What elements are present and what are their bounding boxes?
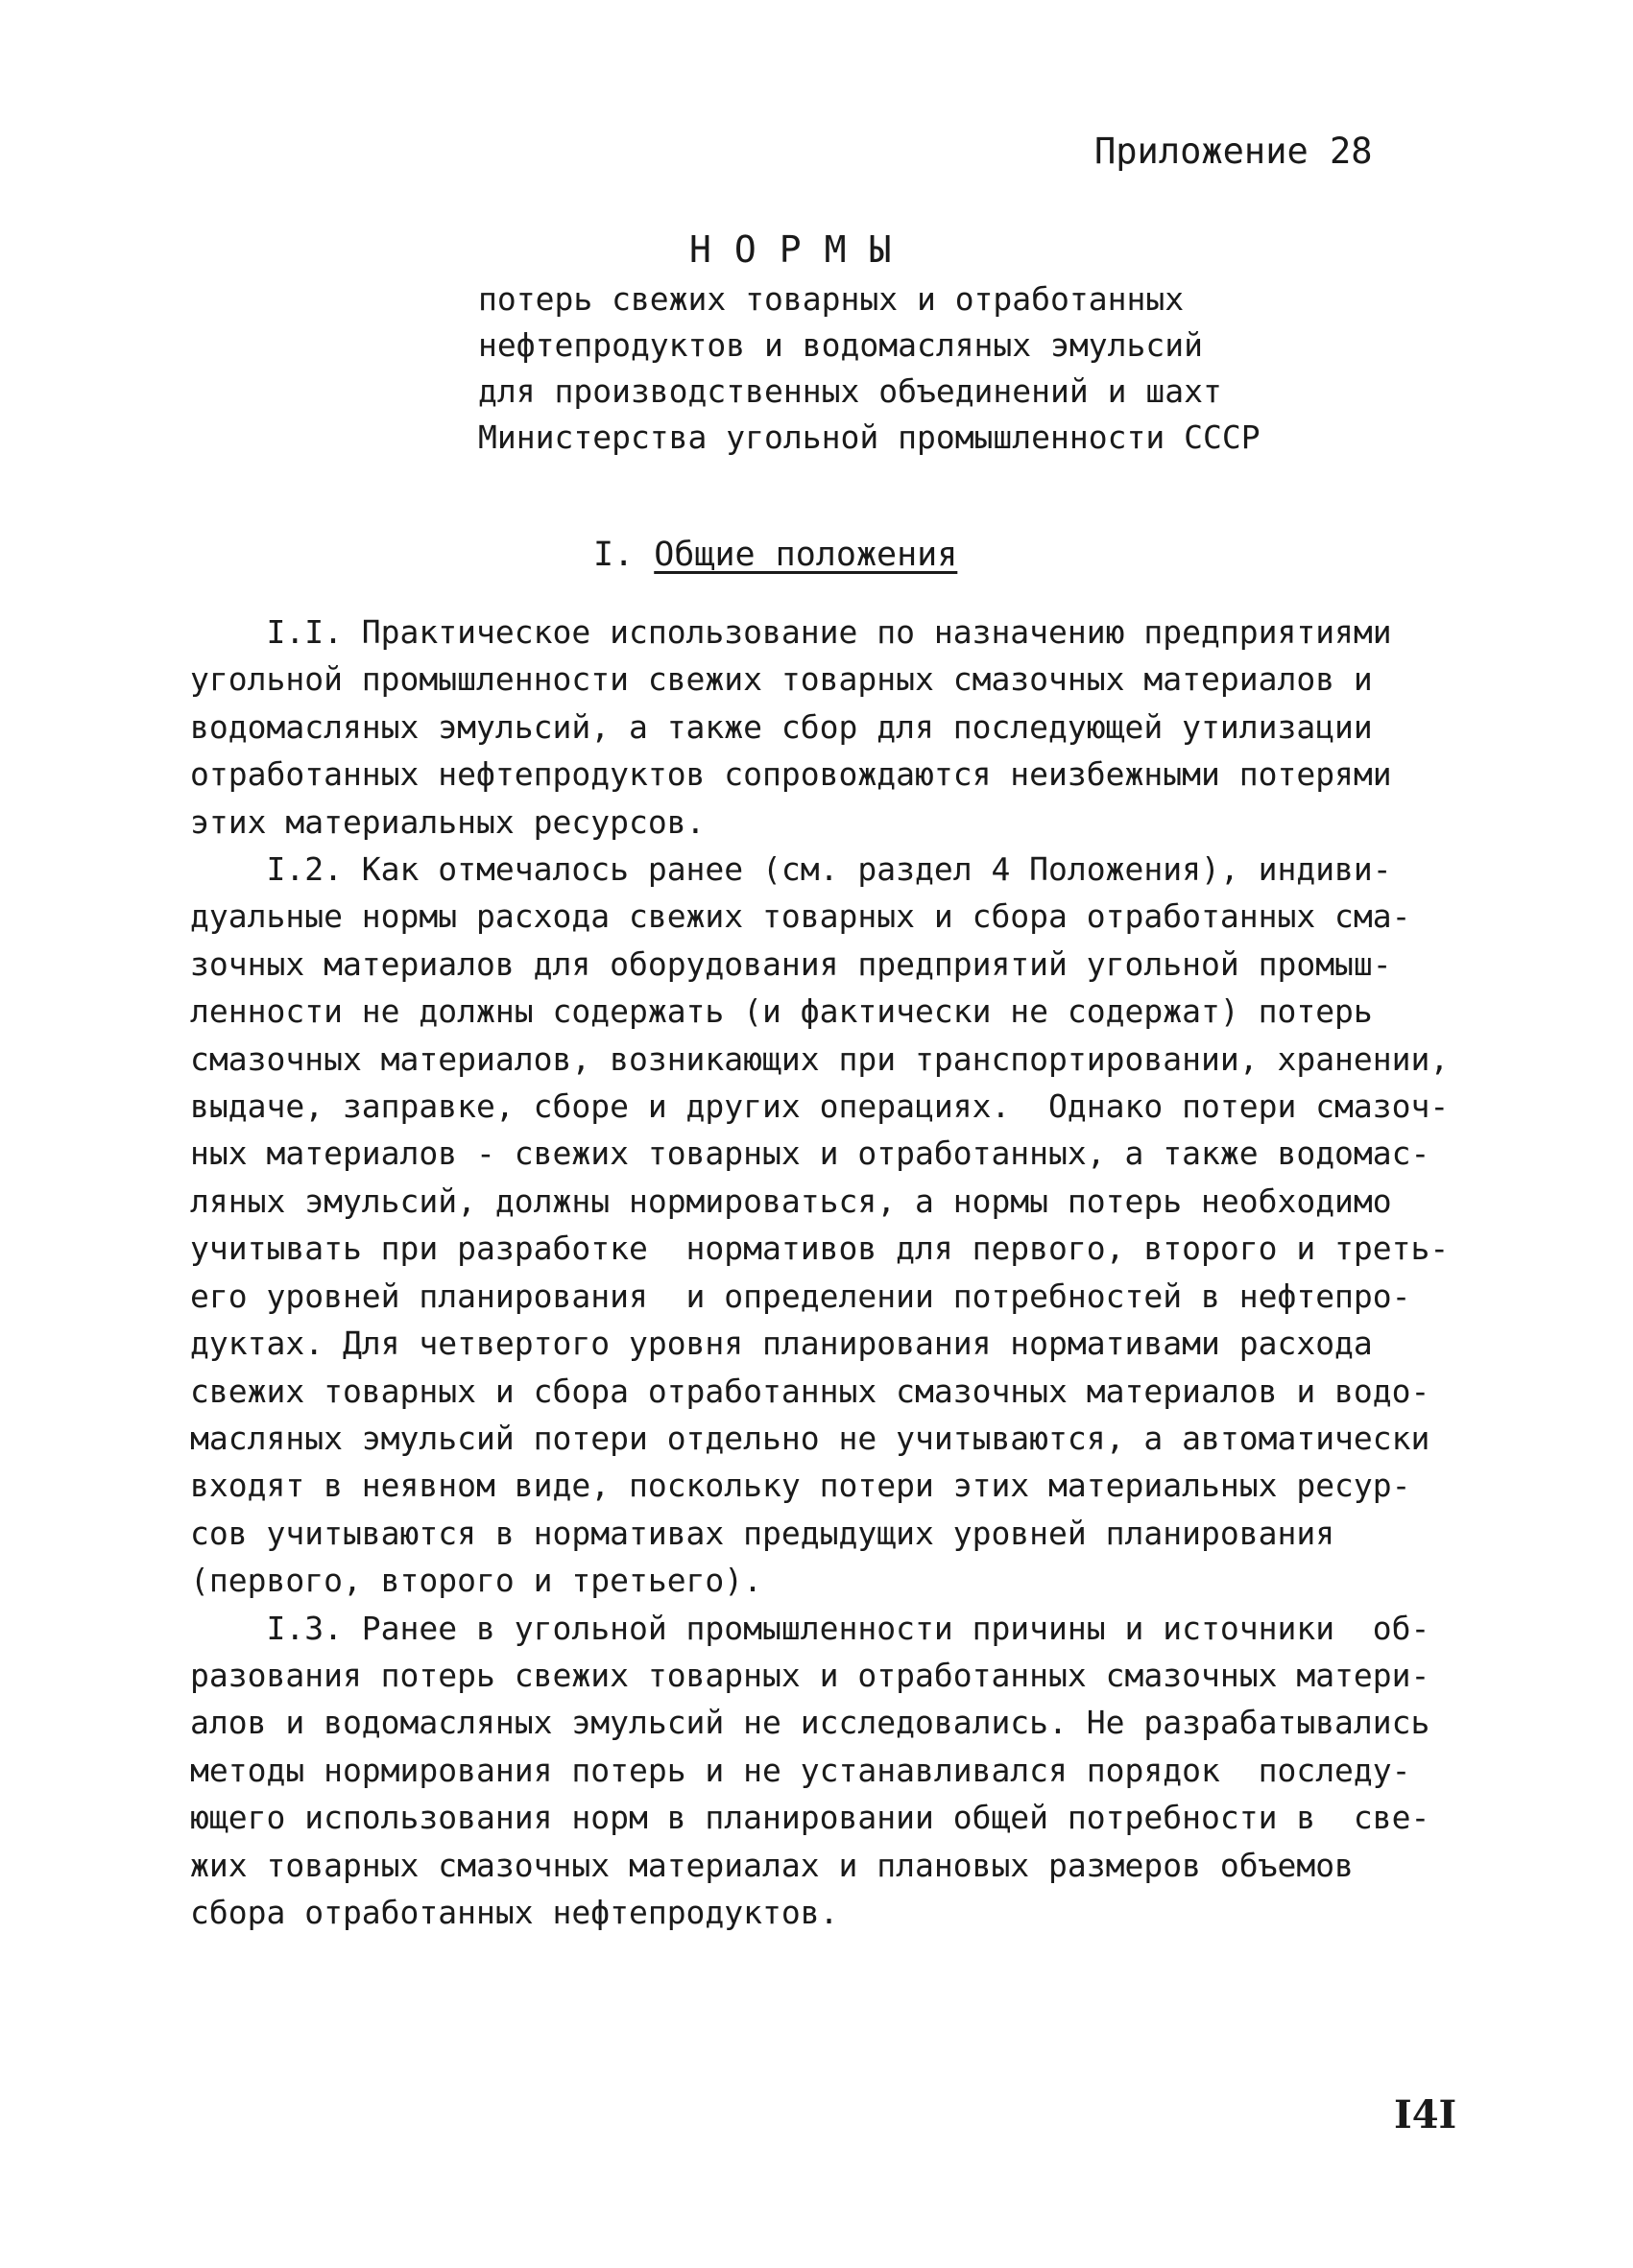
paragraph-1-3	[190, 1605, 1448, 1937]
text-line: масляных эмульсий потери отдельно не учитываются, а автоматически	[190, 1419, 1430, 1457]
document-title: НОРМЫ	[689, 228, 915, 271]
text-line: I.3. Ранее в угольной промышленности причины и источники об-	[190, 1609, 1430, 1647]
text-line: зочных материалов для оборудования предприятий угольной промыш-	[190, 944, 1392, 983]
section-heading	[593, 536, 957, 574]
page-number: I4I	[1394, 2092, 1457, 2137]
subtitle-line: Министерства угольной промышленности СССР	[478, 418, 1261, 456]
text-line: разования потерь свежих товарных и отработанных смазочных матери-	[190, 1656, 1430, 1694]
text-line: смазочных материалов, возникающих при транспортировании, хранении,	[190, 1039, 1450, 1078]
document-body	[190, 609, 1448, 1936]
text-line: ляных эмульсий, должны нормироваться, а нормы потерь необходимо	[190, 1182, 1392, 1220]
paragraph-1-1	[190, 609, 1448, 846]
text-line: I.I. Практическое использование по назначению предприятиями	[190, 613, 1392, 651]
text-line: учитывать при разработке нормативов для первого, второго и треть-	[190, 1229, 1450, 1268]
text-line: алов и водомасляных эмульсий не исследовались. Не разрабатывались	[190, 1704, 1430, 1742]
text-line: отработанных нефтепродуктов сопровождаются неизбежными потерями	[190, 755, 1392, 794]
text-line: его уровней планирования и определении потребностей в нефтепро-	[190, 1277, 1411, 1315]
text-line: I.2. Как отмечалось ранее (см. раздел 4 Положения), индиви-	[190, 850, 1392, 889]
text-line: дуктах. Для четвертого уровня планирования нормативами расхода	[190, 1325, 1373, 1363]
text-line: выдаче, заправке, сборе и других операциях. Однако потери смазоч-	[190, 1087, 1450, 1126]
text-line: ющего использования норм в планировании общей потребности в све-	[190, 1799, 1430, 1837]
section-title: Общие положения	[654, 536, 958, 574]
text-line: водомасляных эмульсий, а также сбор для последующей утилизации	[190, 707, 1373, 746]
subtitle-line: для производственных объединений и шахт	[478, 372, 1222, 410]
paragraph-1-2	[190, 846, 1448, 1605]
text-line: ных материалов - свежих товарных и отработанных, а также водомас-	[190, 1134, 1430, 1173]
document-subtitle	[478, 276, 1261, 461]
text-line: жих товарных смазочных материалах и плановых размеров объемов	[190, 1846, 1354, 1884]
text-line: сов учитываются в нормативах предыдущих уровней планирования	[190, 1514, 1335, 1552]
section-number: I.	[593, 536, 635, 574]
appendix-label: Приложение 28	[1094, 131, 1373, 172]
text-line: этих материальных ресурсов.	[190, 802, 706, 841]
text-line: сбора отработанных нефтепродуктов.	[190, 1893, 839, 1931]
text-line: (первого, второго и третьего).	[190, 1562, 763, 1600]
text-line: дуальные нормы расхода свежих товарных и сбора отработанных сма-	[190, 897, 1411, 936]
subtitle-line: нефтепродуктов и водомасляных эмульсий	[478, 326, 1203, 364]
text-line: ленности не должны содержать (и фактически не содержат) потерь	[190, 992, 1373, 1031]
text-line: свежих товарных и сбора отработанных смазочных материалов и водо-	[190, 1372, 1430, 1410]
text-line: методы нормирования потерь и не устанавливался порядок последу-	[190, 1751, 1411, 1789]
subtitle-line: потерь свежих товарных и отработанных	[478, 280, 1185, 318]
text-line: угольной промышленности свежих товарных смазочных материалов и	[190, 660, 1373, 699]
text-line: входят в неявном виде, поскольку потери этих материальных ресур-	[190, 1467, 1411, 1505]
